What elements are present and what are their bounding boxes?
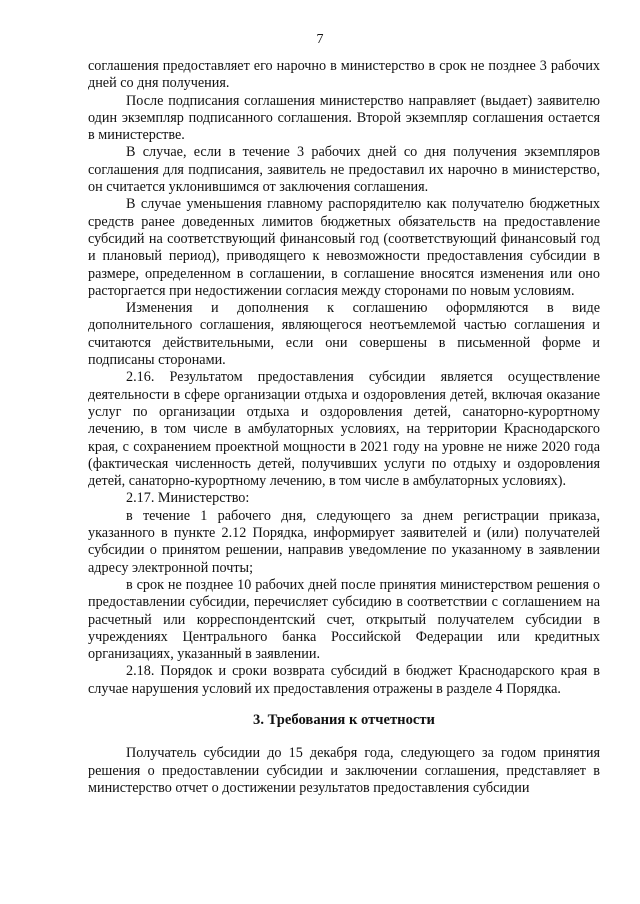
- paragraph-final: Получатель субсидии до 15 декабря года, следующего за годом принятия решения о предоставлении субсидии и заключении соглашения, представляет в министерство отчет о достижении результатов предоставления субсидии: [88, 745, 600, 796]
- paragraph-continuation: соглашения предоставляет его нарочно в министерство в срок не позднее 3 рабочих дней со дня получения.: [88, 58, 600, 92]
- paragraph: В случае, если в течение 3 рабочих дней со дня получения экземпляров соглашения для подписания, заявитель не предоставил их нарочно в министерство, он считается уклонившимся от заключения соглашения.: [88, 144, 600, 196]
- paragraph-2-18: 2.18. Порядок и сроки возврата субсидий в бюджет Краснодарского края в случае нарушения условий их предоставления отражены в разделе 4 Порядка.: [88, 663, 600, 697]
- paragraph: в течение 1 рабочего дня, следующего за днем регистрации приказа, указанного в пункте 2.12 Порядка, информирует заявителей и (или) получателей субсидии о принятом решении, направив уведомление по указанному в заявлении адресу электронной почты;: [88, 507, 600, 576]
- paragraph: После подписания соглашения министерство направляет (выдает) заявителю один экземпляр подписанного соглашения. Второй экземпляр соглашения остается в министерстве.: [88, 92, 600, 144]
- paragraph: в срок не позднее 10 рабочих дней после принятия министерством решения о предоставлении субсидии, перечисляет субсидию в соответствии с соглашением на расчетный или корреспондентский счет, открытый получателем субсидии в учреждениях Центрального банка Российской Федерации или кредитных организациях, указанный в заявлении.: [88, 576, 600, 663]
- paragraph: Изменения и дополнения к соглашению оформляются в виде дополнительного соглашения, являющегося неотъемлемой частью соглашения и считаются действительными, если они совершены в письменной форме и подписаны сторонами.: [88, 300, 600, 369]
- paragraph: В случае уменьшения главному распорядителю как получателю бюджетных средств ранее доведенных лимитов бюджетных обязательств на предоставление субсидий на соответствующий финансовый год (соответствующий финансовый год и плановый период), приводящего к невозможности предоставления субсидии в размере, определенном в соглашении, в соглашение вносятся изменения или оно расторгается при недостижении согласия между сторонами по новым условиям.: [88, 196, 600, 299]
- section-heading: 3. Требования к отчетности: [253, 711, 435, 728]
- paragraph-2-17: 2.17. Министерство:: [126, 490, 250, 507]
- paragraph-2-16: 2.16. Результатом предоставления субсидии является осуществление деятельности в сфере организации отдыха и оздоровления детей, включая оказание услуг по организации отдыха и оздоровления детей, санаторно-курортному лечению, в том числе в амбулаторных условиях, на территории Краснодарского края, с сохранением проектной мощности в 2021 году на уровне не ниже 2020 года (фактическая численность детей, получивших услуги по отдыху и оздоровления детей, санаторно-курортному лечению, в том числе в амбулаторных условиях).: [88, 369, 600, 490]
- document-body: [88, 58, 600, 797]
- page-number: 7: [316, 32, 324, 47]
